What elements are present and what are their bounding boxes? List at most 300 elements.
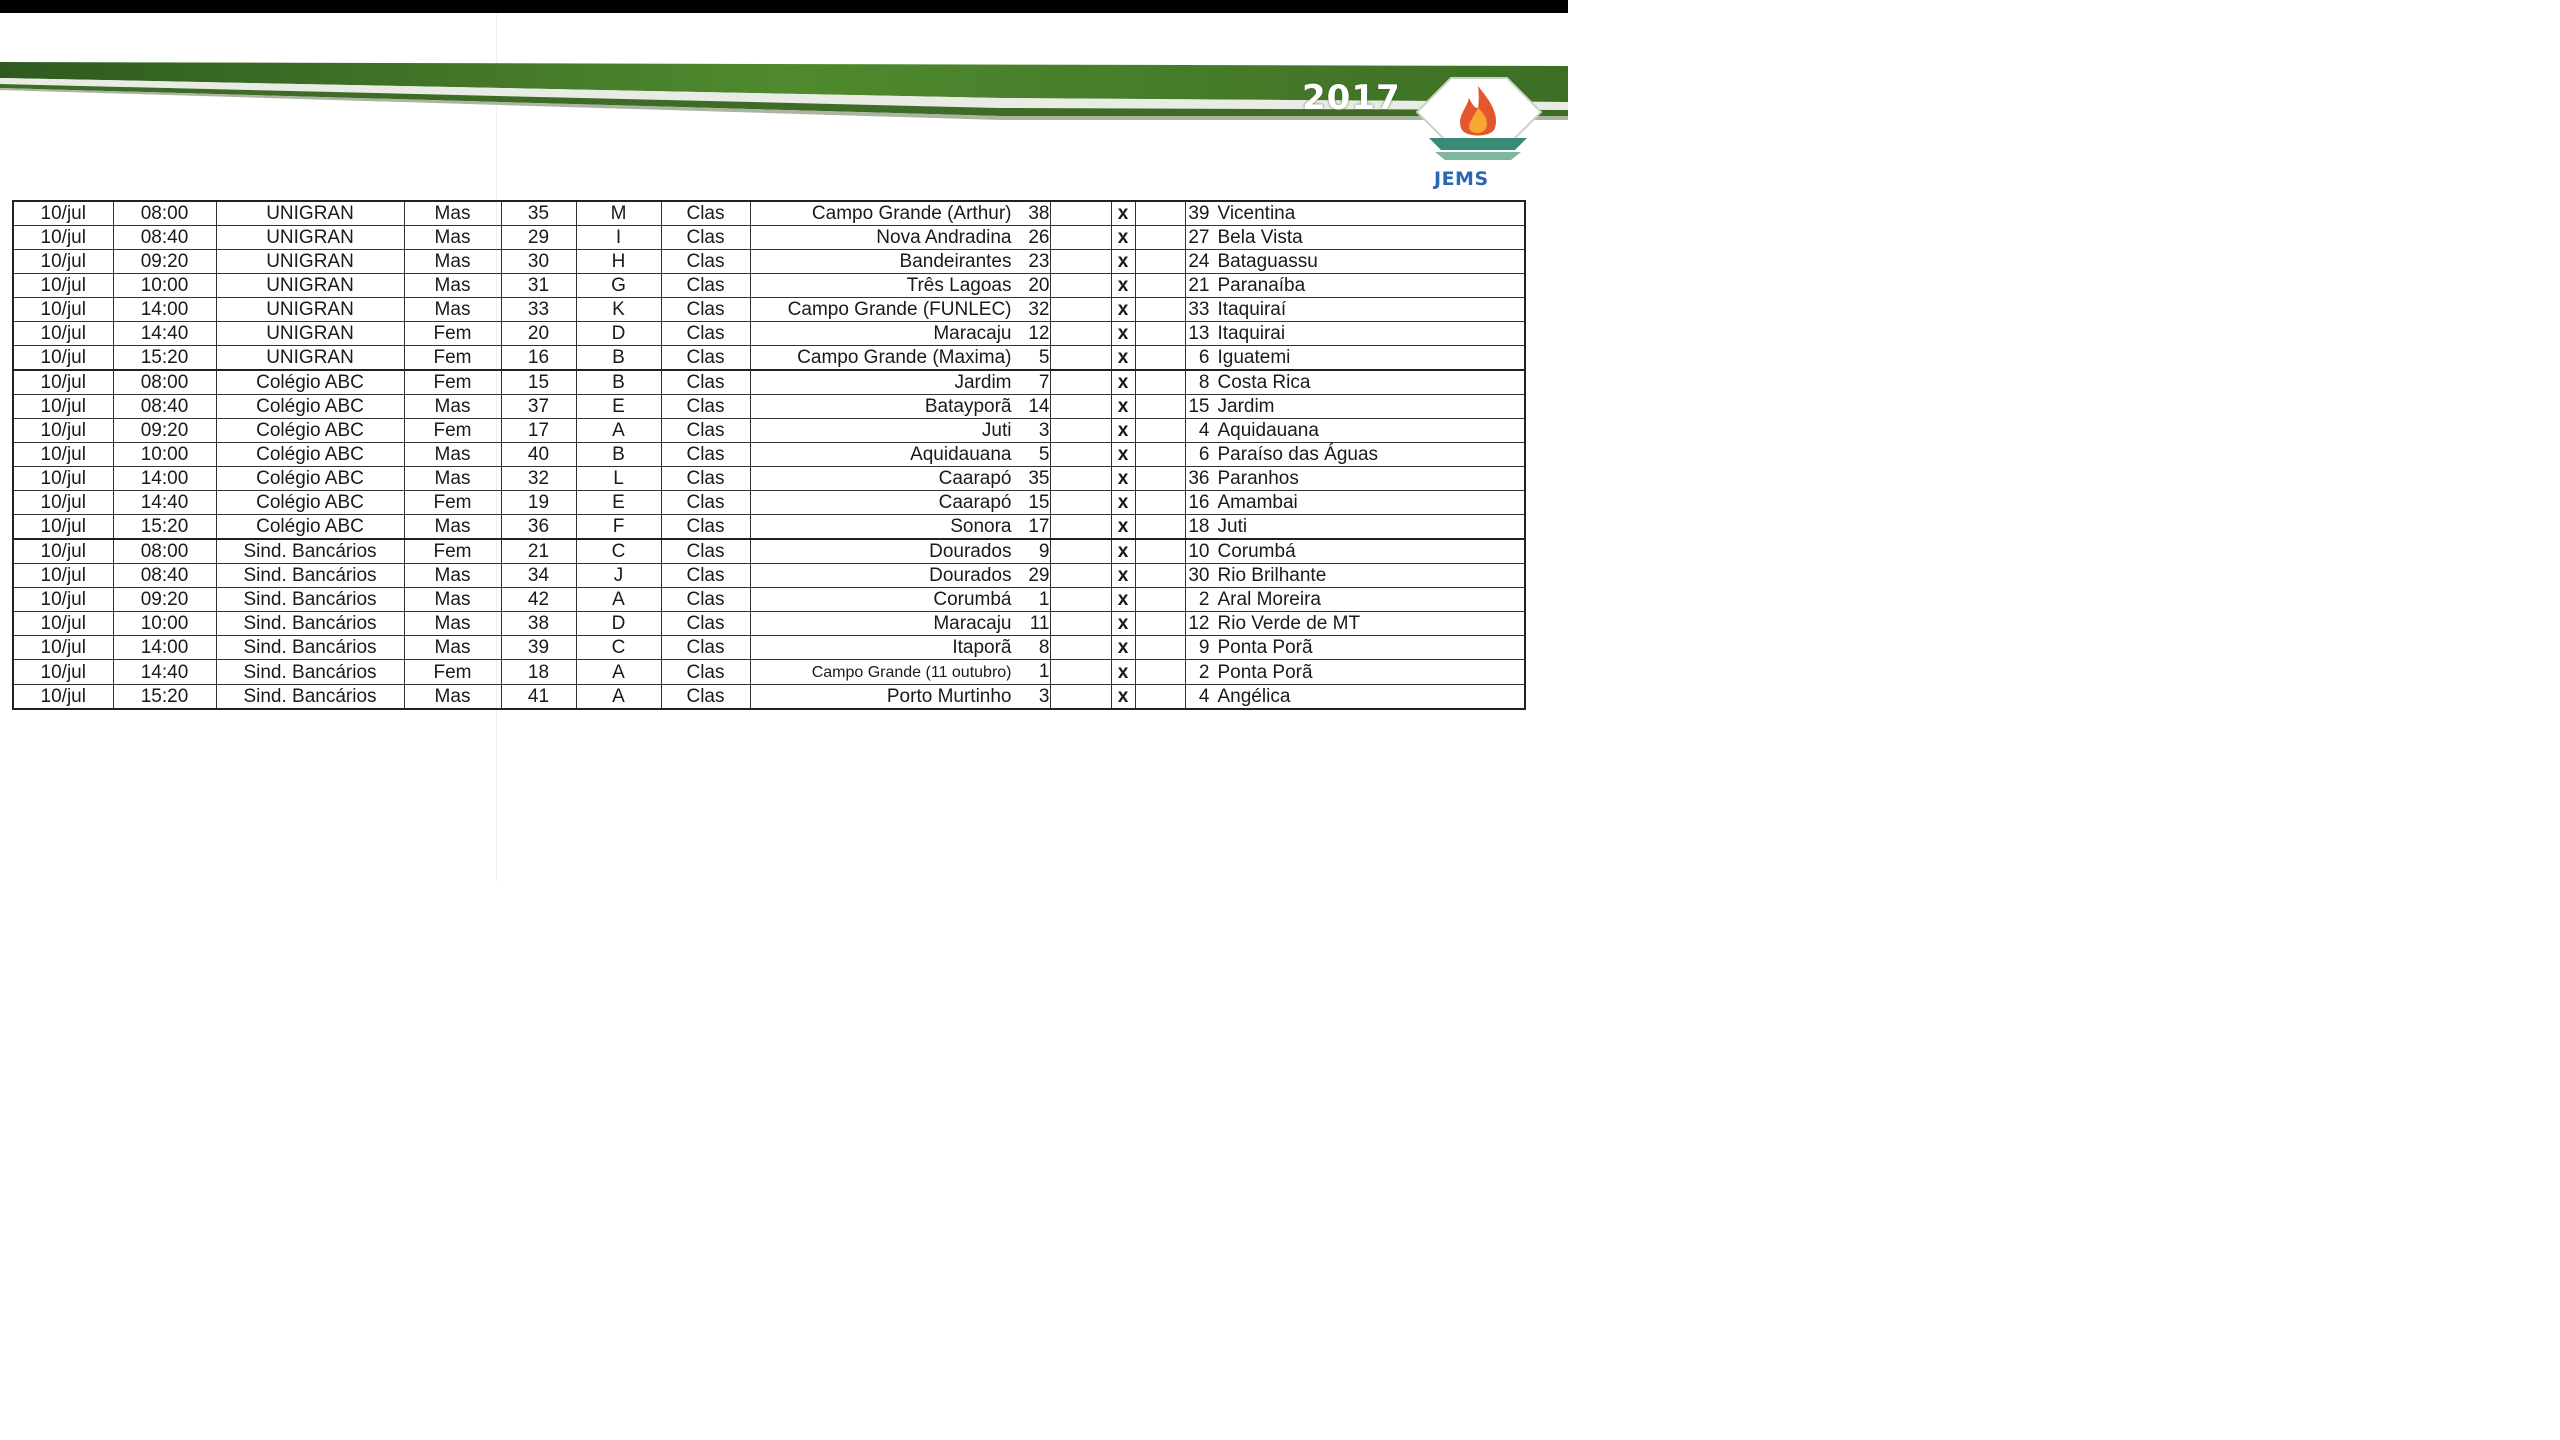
- away-seed: 27: [1188, 227, 1210, 248]
- home-team-name: Sonora: [950, 516, 1012, 537]
- time-cell: 14:40: [113, 660, 216, 685]
- away-team-cell: [1185, 467, 1525, 491]
- versus-mark: x: [1111, 370, 1135, 395]
- date-cell: 10/jul: [13, 467, 113, 491]
- group-cell: C: [576, 539, 661, 564]
- match-schedule-table: [12, 200, 1526, 710]
- time-cell: 08:00: [113, 201, 216, 226]
- time-cell: 14:40: [113, 322, 216, 346]
- phase-cell: Clas: [661, 395, 750, 419]
- home-team-name: Corumbá: [933, 589, 1012, 610]
- home-seed: 14: [1028, 396, 1050, 417]
- home-team-name: Dourados: [929, 565, 1012, 586]
- date-cell: 10/jul: [13, 588, 113, 612]
- versus-mark: x: [1111, 588, 1135, 612]
- game-number-cell: 16: [501, 346, 576, 371]
- away-seed: 6: [1198, 444, 1210, 465]
- away-score-cell: [1135, 395, 1185, 419]
- phase-cell: Clas: [661, 443, 750, 467]
- group-cell: A: [576, 660, 661, 685]
- gender-cell: Fem: [404, 346, 501, 371]
- date-cell: 10/jul: [13, 226, 113, 250]
- home-score-cell: [1050, 298, 1111, 322]
- away-team-name: Aquidauana: [1217, 420, 1319, 441]
- gender-cell: Fem: [404, 370, 501, 395]
- game-number-cell: 32: [501, 467, 576, 491]
- away-team-cell: [1185, 660, 1525, 685]
- venue-cell: Sind. Bancários: [216, 685, 404, 710]
- away-seed: 9: [1198, 637, 1210, 658]
- game-number-cell: 15: [501, 370, 576, 395]
- versus-mark: x: [1111, 274, 1135, 298]
- phase-cell: Clas: [661, 322, 750, 346]
- versus-mark: x: [1111, 346, 1135, 371]
- game-number-cell: 40: [501, 443, 576, 467]
- home-score-cell: [1050, 515, 1111, 540]
- away-team-name: Vicentina: [1217, 203, 1296, 224]
- time-cell: 08:40: [113, 564, 216, 588]
- gender-cell: Mas: [404, 443, 501, 467]
- home-team-cell: [750, 346, 1050, 371]
- away-team-cell: [1185, 419, 1525, 443]
- phase-cell: Clas: [661, 298, 750, 322]
- home-score-cell: [1050, 491, 1111, 515]
- home-team-name: Nova Andradina: [876, 227, 1012, 248]
- home-team-cell: [750, 395, 1050, 419]
- home-team-cell: [750, 612, 1050, 636]
- away-team-cell: [1185, 685, 1525, 710]
- time-cell: 09:20: [113, 419, 216, 443]
- home-score-cell: [1050, 443, 1111, 467]
- gender-cell: Fem: [404, 660, 501, 685]
- away-team-name: Costa Rica: [1217, 372, 1311, 393]
- phase-cell: Clas: [661, 467, 750, 491]
- jems-logo-text: JEMS: [1434, 168, 1489, 190]
- away-team-name: Jardim: [1217, 396, 1275, 417]
- home-team-name: Juti: [981, 420, 1012, 441]
- away-score-cell: [1135, 370, 1185, 395]
- versus-mark: x: [1111, 298, 1135, 322]
- game-number-cell: 31: [501, 274, 576, 298]
- versus-mark: x: [1111, 250, 1135, 274]
- time-cell: 14:40: [113, 491, 216, 515]
- group-cell: H: [576, 250, 661, 274]
- home-team-cell: [750, 419, 1050, 443]
- date-cell: 10/jul: [13, 443, 113, 467]
- gender-cell: Mas: [404, 564, 501, 588]
- venue-cell: UNIGRAN: [216, 201, 404, 226]
- venue-cell: Colégio ABC: [216, 370, 404, 395]
- home-team-cell: [750, 515, 1050, 540]
- date-cell: 10/jul: [13, 274, 113, 298]
- home-team-name: Jardim: [954, 372, 1012, 393]
- away-team-cell: [1185, 298, 1525, 322]
- gender-cell: Mas: [404, 250, 501, 274]
- away-team-cell: [1185, 564, 1525, 588]
- away-team-cell: [1185, 226, 1525, 250]
- away-team-name: Corumbá: [1217, 541, 1296, 562]
- home-team-cell: [750, 636, 1050, 660]
- away-team-name: Paraíso das Águas: [1217, 444, 1379, 465]
- home-seed: 8: [1038, 637, 1050, 658]
- home-team-name: Campo Grande (11 outubro): [811, 664, 1012, 681]
- phase-cell: Clas: [661, 491, 750, 515]
- time-cell: 14:00: [113, 298, 216, 322]
- gender-cell: Mas: [404, 226, 501, 250]
- home-seed: 1: [1038, 661, 1050, 682]
- venue-cell: Sind. Bancários: [216, 588, 404, 612]
- home-team-name: Batayporã: [924, 396, 1012, 417]
- away-score-cell: [1135, 346, 1185, 371]
- game-number-cell: 21: [501, 539, 576, 564]
- date-cell: 10/jul: [13, 539, 113, 564]
- game-number-cell: 37: [501, 395, 576, 419]
- date-cell: 10/jul: [13, 660, 113, 685]
- venue-cell: Colégio ABC: [216, 467, 404, 491]
- home-seed: 12: [1028, 323, 1050, 344]
- home-seed: 7: [1038, 372, 1050, 393]
- venue-cell: UNIGRAN: [216, 322, 404, 346]
- gender-cell: Mas: [404, 612, 501, 636]
- gender-cell: Fem: [404, 491, 501, 515]
- phase-cell: Clas: [661, 612, 750, 636]
- away-team-name: Rio Verde de MT: [1217, 613, 1361, 634]
- away-team-name: Ponta Porã: [1217, 661, 1313, 683]
- away-score-cell: [1135, 274, 1185, 298]
- date-cell: 10/jul: [13, 612, 113, 636]
- away-seed: 6: [1198, 347, 1210, 368]
- table-row: [13, 443, 1525, 467]
- home-seed: 9: [1038, 541, 1050, 562]
- venue-cell: UNIGRAN: [216, 250, 404, 274]
- date-cell: 10/jul: [13, 250, 113, 274]
- home-team-cell: [750, 539, 1050, 564]
- table-row: [13, 419, 1525, 443]
- gender-cell: Fem: [404, 419, 501, 443]
- gender-cell: Mas: [404, 515, 501, 540]
- phase-cell: Clas: [661, 588, 750, 612]
- table-row: [13, 612, 1525, 636]
- table-row: [13, 515, 1525, 540]
- home-seed: 17: [1028, 516, 1050, 537]
- table-row: [13, 346, 1525, 371]
- venue-cell: Colégio ABC: [216, 443, 404, 467]
- home-score-cell: [1050, 250, 1111, 274]
- table-row: [13, 685, 1525, 710]
- versus-mark: x: [1111, 419, 1135, 443]
- top-black-bar: [0, 0, 1568, 13]
- away-score-cell: [1135, 491, 1185, 515]
- gender-cell: Mas: [404, 395, 501, 419]
- gender-cell: Mas: [404, 636, 501, 660]
- home-team-name: Campo Grande (Maxima): [797, 347, 1012, 368]
- away-seed: 4: [1198, 420, 1210, 441]
- home-team-cell: [750, 660, 1050, 685]
- home-seed: 35: [1028, 468, 1050, 489]
- home-team-name: Itaporã: [952, 637, 1012, 658]
- away-score-cell: [1135, 685, 1185, 710]
- schedule-body: [13, 201, 1525, 709]
- versus-mark: x: [1111, 226, 1135, 250]
- phase-cell: Clas: [661, 419, 750, 443]
- home-team-name: Maracaju: [933, 613, 1012, 634]
- away-team-name: Rio Brilhante: [1217, 565, 1327, 586]
- away-team-cell: [1185, 322, 1525, 346]
- group-cell: C: [576, 636, 661, 660]
- away-team-cell: [1185, 515, 1525, 540]
- group-cell: B: [576, 370, 661, 395]
- home-team-cell: [750, 370, 1050, 395]
- away-team-cell: [1185, 491, 1525, 515]
- away-seed: 2: [1198, 589, 1210, 610]
- home-seed: 3: [1038, 686, 1050, 707]
- venue-cell: UNIGRAN: [216, 274, 404, 298]
- home-seed: 32: [1028, 299, 1050, 320]
- time-cell: 08:00: [113, 370, 216, 395]
- group-cell: E: [576, 491, 661, 515]
- home-team-cell: [750, 298, 1050, 322]
- time-cell: 10:00: [113, 274, 216, 298]
- table-row: [13, 201, 1525, 226]
- home-score-cell: [1050, 370, 1111, 395]
- versus-mark: x: [1111, 564, 1135, 588]
- group-cell: L: [576, 467, 661, 491]
- game-number-cell: 17: [501, 419, 576, 443]
- table-row: [13, 370, 1525, 395]
- date-cell: 10/jul: [13, 636, 113, 660]
- home-score-cell: [1050, 588, 1111, 612]
- game-number-cell: 41: [501, 685, 576, 710]
- away-seed: 12: [1188, 613, 1210, 634]
- away-seed: 33: [1188, 299, 1210, 320]
- away-score-cell: [1135, 322, 1185, 346]
- home-seed: 20: [1028, 275, 1050, 296]
- away-team-name: Iguatemi: [1217, 347, 1291, 368]
- time-cell: 14:00: [113, 467, 216, 491]
- home-score-cell: [1050, 467, 1111, 491]
- venue-cell: Colégio ABC: [216, 395, 404, 419]
- away-score-cell: [1135, 539, 1185, 564]
- home-score-cell: [1050, 226, 1111, 250]
- home-team-name: Três Lagoas: [906, 275, 1012, 296]
- date-cell: 10/jul: [13, 201, 113, 226]
- home-score-cell: [1050, 539, 1111, 564]
- away-team-name: Itaquirai: [1217, 323, 1286, 344]
- gender-cell: Fem: [404, 539, 501, 564]
- time-cell: 14:00: [113, 636, 216, 660]
- date-cell: 10/jul: [13, 491, 113, 515]
- away-score-cell: [1135, 612, 1185, 636]
- away-seed: 8: [1198, 372, 1210, 393]
- away-team-cell: [1185, 588, 1525, 612]
- group-cell: A: [576, 419, 661, 443]
- time-cell: 10:00: [113, 612, 216, 636]
- versus-mark: x: [1111, 515, 1135, 540]
- away-team-name: Paranhos: [1217, 468, 1299, 489]
- time-cell: 08:00: [113, 539, 216, 564]
- versus-mark: x: [1111, 443, 1135, 467]
- away-team-name: Aral Moreira: [1217, 589, 1321, 610]
- versus-mark: x: [1111, 539, 1135, 564]
- gender-cell: Mas: [404, 298, 501, 322]
- versus-mark: x: [1111, 660, 1135, 685]
- home-team-name: Dourados: [929, 541, 1012, 562]
- home-seed: 29: [1028, 565, 1050, 586]
- gender-cell: Fem: [404, 322, 501, 346]
- home-team-cell: [750, 564, 1050, 588]
- date-cell: 10/jul: [13, 322, 113, 346]
- phase-cell: Clas: [661, 250, 750, 274]
- home-seed: 3: [1038, 420, 1050, 441]
- versus-mark: x: [1111, 636, 1135, 660]
- away-team-cell: [1185, 250, 1525, 274]
- versus-mark: x: [1111, 491, 1135, 515]
- versus-mark: x: [1111, 467, 1135, 491]
- away-team-name: Bataguassu: [1217, 251, 1318, 272]
- table-row: [13, 588, 1525, 612]
- home-team-cell: [750, 588, 1050, 612]
- home-score-cell: [1050, 419, 1111, 443]
- group-cell: A: [576, 588, 661, 612]
- game-number-cell: 30: [501, 250, 576, 274]
- year-label: 2017: [1302, 78, 1401, 118]
- gender-cell: Mas: [404, 467, 501, 491]
- home-team-cell: [750, 467, 1050, 491]
- away-team-cell: [1185, 395, 1525, 419]
- home-team-cell: [750, 322, 1050, 346]
- game-number-cell: 29: [501, 226, 576, 250]
- away-team-name: Paranaíba: [1217, 275, 1306, 296]
- table-row: [13, 298, 1525, 322]
- away-score-cell: [1135, 660, 1185, 685]
- home-team-name: Bandeirantes: [899, 251, 1012, 272]
- phase-cell: Clas: [661, 636, 750, 660]
- home-seed: 23: [1028, 251, 1050, 272]
- phase-cell: Clas: [661, 539, 750, 564]
- phase-cell: Clas: [661, 274, 750, 298]
- game-number-cell: 33: [501, 298, 576, 322]
- table-row: [13, 491, 1525, 515]
- home-team-name: Aquidauana: [910, 444, 1012, 465]
- venue-cell: UNIGRAN: [216, 226, 404, 250]
- away-team-cell: [1185, 539, 1525, 564]
- home-team-cell: [750, 250, 1050, 274]
- group-cell: K: [576, 298, 661, 322]
- versus-mark: x: [1111, 685, 1135, 710]
- away-seed: 15: [1188, 396, 1210, 417]
- away-seed: 13: [1188, 323, 1210, 344]
- time-cell: 15:20: [113, 346, 216, 371]
- away-team-name: Bela Vista: [1217, 227, 1303, 248]
- home-team-name: Caarapó: [938, 468, 1012, 489]
- time-cell: 15:20: [113, 685, 216, 710]
- phase-cell: Clas: [661, 515, 750, 540]
- venue-cell: Colégio ABC: [216, 491, 404, 515]
- group-cell: M: [576, 201, 661, 226]
- venue-cell: UNIGRAN: [216, 346, 404, 371]
- home-score-cell: [1050, 274, 1111, 298]
- gender-cell: Mas: [404, 685, 501, 710]
- gender-cell: Mas: [404, 274, 501, 298]
- home-team-cell: [750, 226, 1050, 250]
- away-team-cell: [1185, 201, 1525, 226]
- table-row: [13, 539, 1525, 564]
- home-team-name: Porto Murtinho: [886, 686, 1012, 707]
- home-seed: 1: [1038, 589, 1050, 610]
- phase-cell: Clas: [661, 370, 750, 395]
- venue-cell: Sind. Bancários: [216, 612, 404, 636]
- time-cell: 09:20: [113, 588, 216, 612]
- home-team-cell: [750, 201, 1050, 226]
- game-number-cell: 36: [501, 515, 576, 540]
- game-number-cell: 35: [501, 201, 576, 226]
- date-cell: 10/jul: [13, 395, 113, 419]
- home-team-name: Campo Grande (FUNLEC): [787, 299, 1012, 320]
- away-score-cell: [1135, 636, 1185, 660]
- date-cell: 10/jul: [13, 370, 113, 395]
- group-cell: E: [576, 395, 661, 419]
- time-cell: 08:40: [113, 395, 216, 419]
- home-team-name: Caarapó: [938, 492, 1012, 513]
- group-cell: J: [576, 564, 661, 588]
- table-row: [13, 322, 1525, 346]
- date-cell: 10/jul: [13, 685, 113, 710]
- away-score-cell: [1135, 250, 1185, 274]
- group-cell: D: [576, 322, 661, 346]
- table-row: [13, 660, 1525, 685]
- home-seed: 15: [1028, 492, 1050, 513]
- game-number-cell: 38: [501, 612, 576, 636]
- group-cell: B: [576, 443, 661, 467]
- home-team-name: Campo Grande (Arthur): [811, 203, 1012, 224]
- group-cell: B: [576, 346, 661, 371]
- home-score-cell: [1050, 346, 1111, 371]
- game-number-cell: 19: [501, 491, 576, 515]
- away-team-name: Juti: [1217, 516, 1248, 537]
- table-row: [13, 274, 1525, 298]
- away-score-cell: [1135, 467, 1185, 491]
- home-seed: 5: [1038, 347, 1050, 368]
- game-number-cell: 18: [501, 660, 576, 685]
- phase-cell: Clas: [661, 564, 750, 588]
- home-seed: 26: [1028, 227, 1050, 248]
- phase-cell: Clas: [661, 685, 750, 710]
- away-team-cell: [1185, 370, 1525, 395]
- away-seed: 39: [1188, 203, 1210, 224]
- home-team-name: Maracaju: [933, 323, 1012, 344]
- table-row: [13, 636, 1525, 660]
- venue-cell: Colégio ABC: [216, 515, 404, 540]
- home-score-cell: [1050, 395, 1111, 419]
- phase-cell: Clas: [661, 660, 750, 685]
- group-cell: D: [576, 612, 661, 636]
- away-score-cell: [1135, 588, 1185, 612]
- time-cell: 09:20: [113, 250, 216, 274]
- away-score-cell: [1135, 515, 1185, 540]
- away-seed: 10: [1188, 541, 1210, 562]
- home-score-cell: [1050, 685, 1111, 710]
- group-cell: F: [576, 515, 661, 540]
- table-row: [13, 226, 1525, 250]
- time-cell: 15:20: [113, 515, 216, 540]
- game-number-cell: 34: [501, 564, 576, 588]
- table-row: [13, 395, 1525, 419]
- phase-cell: Clas: [661, 346, 750, 371]
- away-score-cell: [1135, 201, 1185, 226]
- away-team-name: Itaquiraí: [1217, 299, 1287, 320]
- venue-cell: Sind. Bancários: [216, 539, 404, 564]
- game-number-cell: 20: [501, 322, 576, 346]
